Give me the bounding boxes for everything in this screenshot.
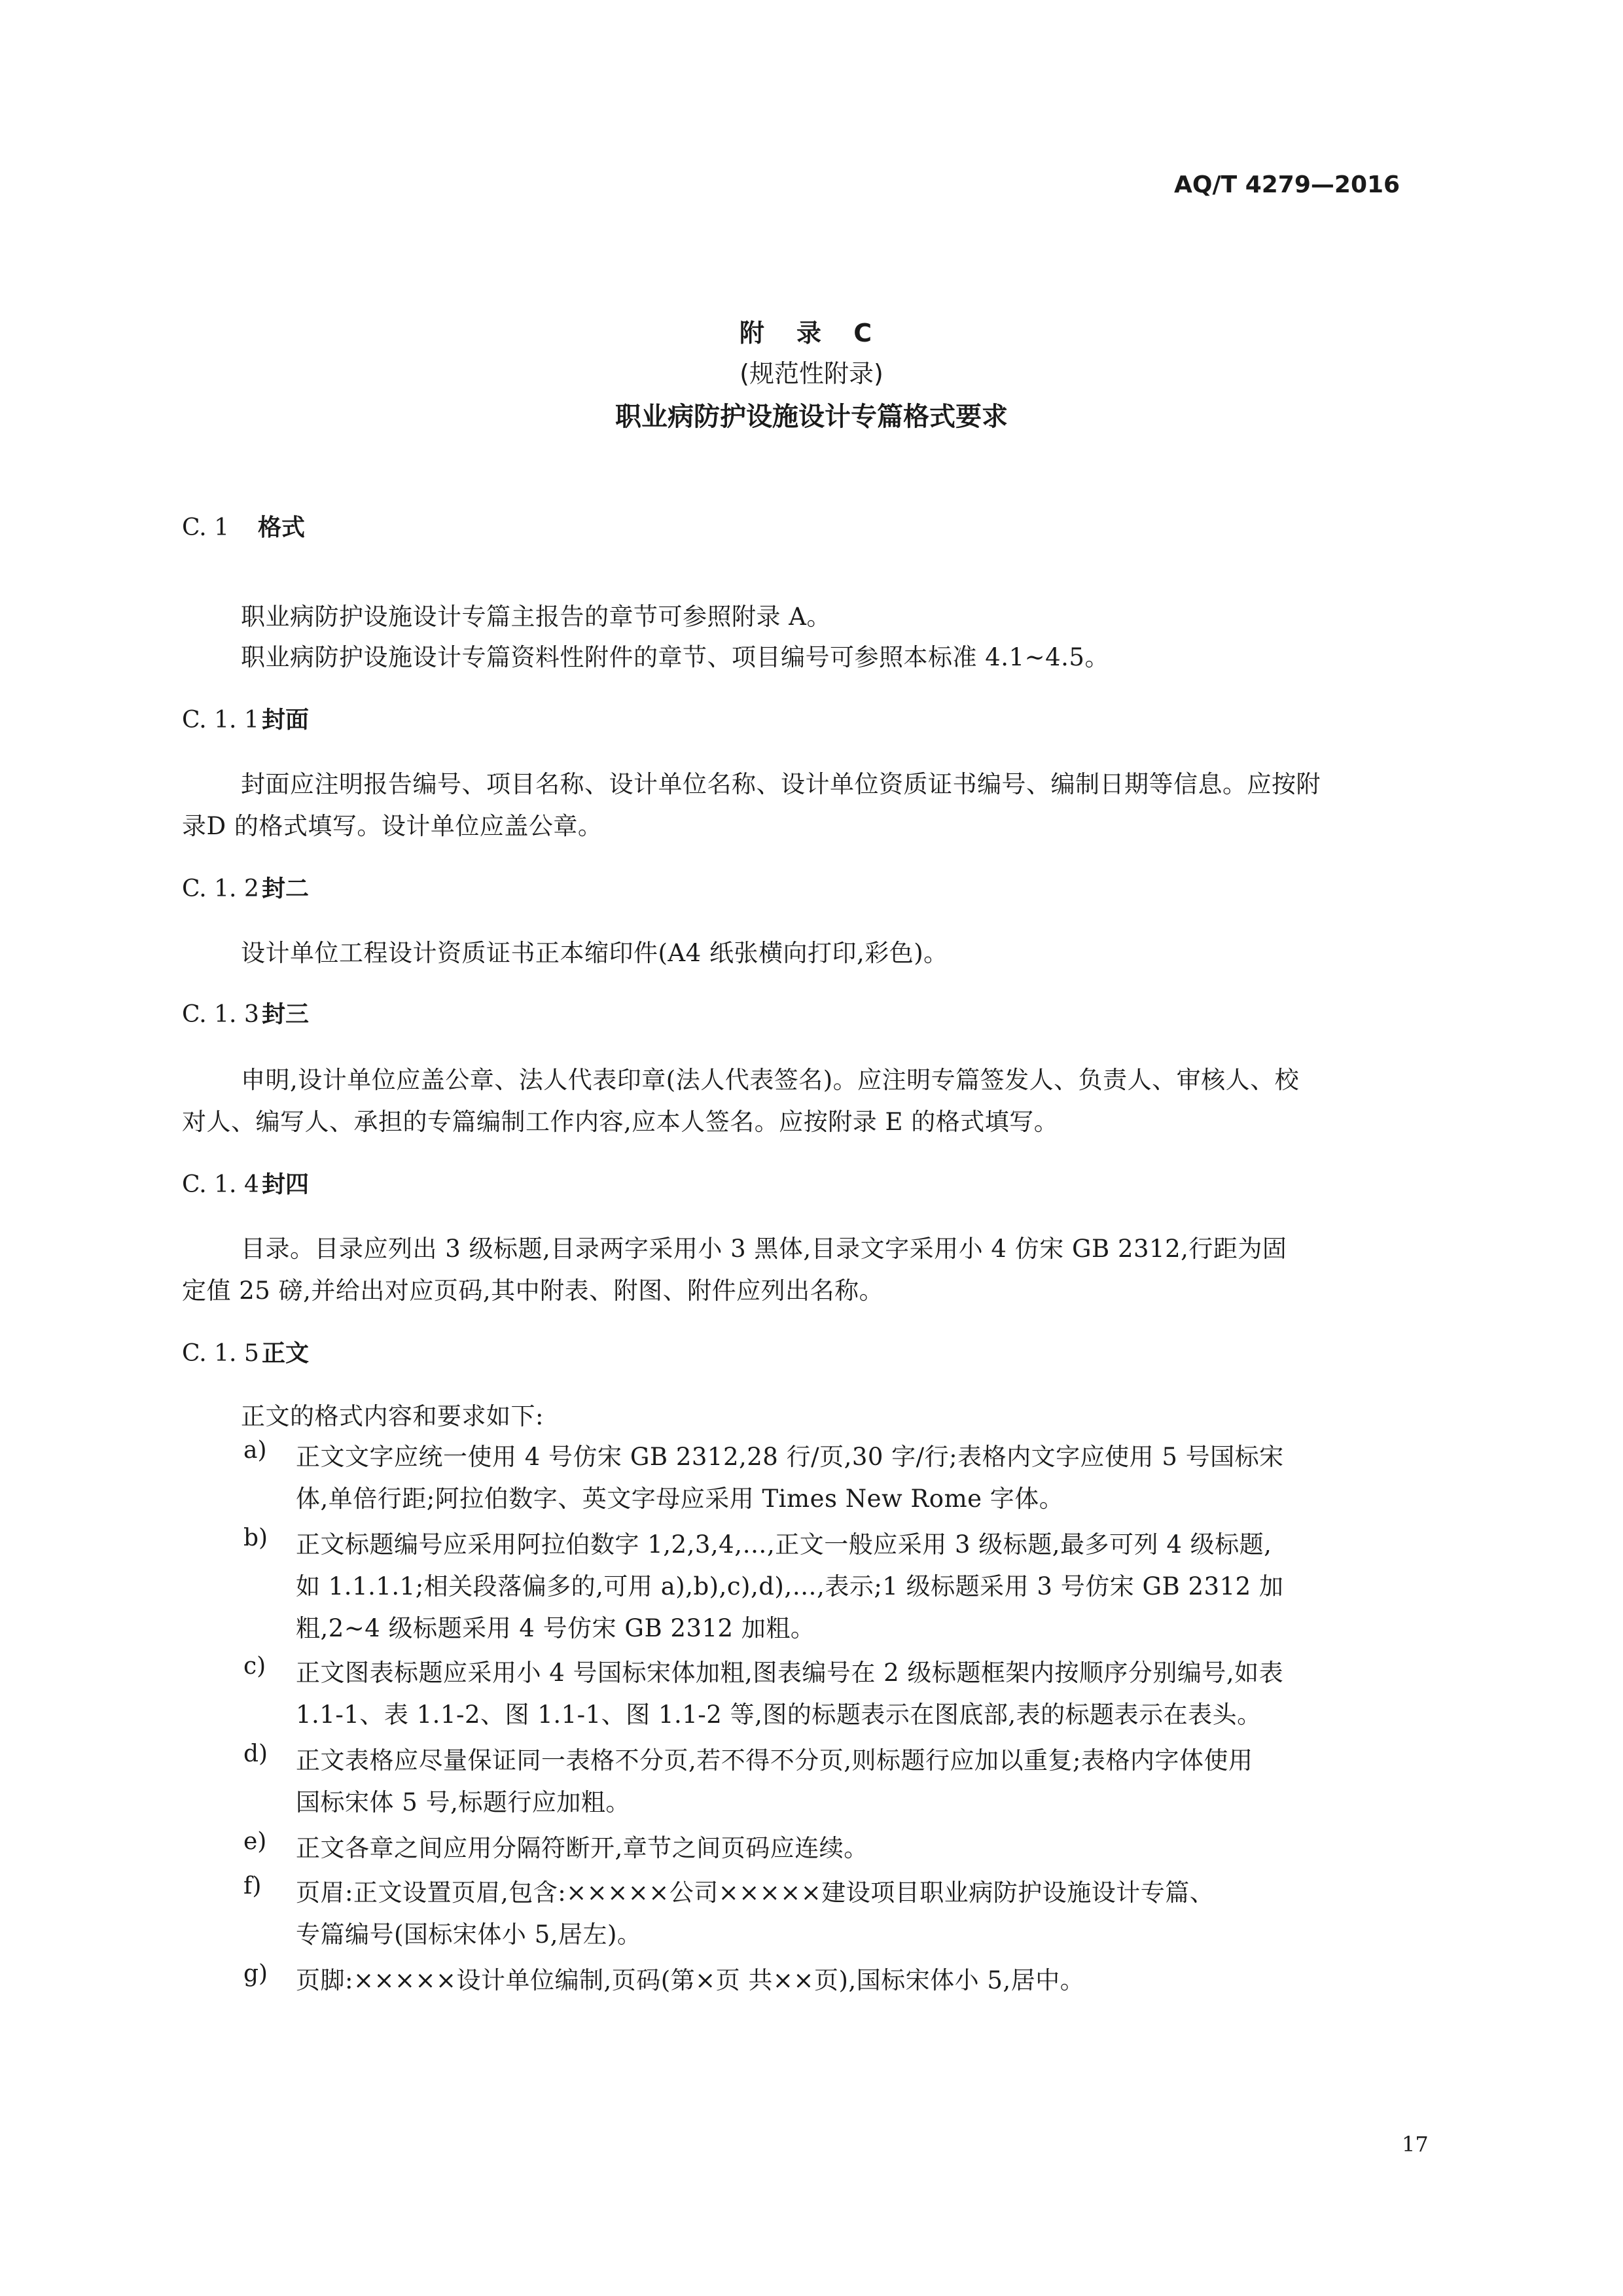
list-item-line: 正文表格应尽量保证同一表格不分页,若不得不分页,则标题行应加以重复;表格内字体使用 [296, 1746, 1253, 1775]
section-heading-c1-5 [182, 1335, 309, 1368]
paragraph-line: 录D 的格式填写。设计单位应盖公章。 [182, 812, 603, 840]
appendix-subtitle: (规范性附录) [740, 359, 883, 388]
list-item-line: 正文文字应统一使用 4 号仿宋 GB 2312,28 行/页,30 字/行;表格内文字应使用 5 号国标宋 [296, 1443, 1284, 1471]
list-item-label: c) [243, 1653, 266, 1680]
section-number: C. 1. 2 [182, 875, 259, 902]
list-item-line: 页脚:×××××设计单位编制,页码(第×页 共××页),国标宋体小 5,居中。 [296, 1966, 1085, 1994]
section-number: C. 1. 5 [182, 1340, 259, 1367]
paragraph-line: 定值 25 磅,并给出对应页码,其中附表、附图、附件应列出名称。 [182, 1277, 884, 1305]
section-number: C. 1. 4 [182, 1171, 259, 1198]
list-item-line: 粗,2~4 级标题采用 4 号仿宋 GB 2312 加粗。 [296, 1614, 815, 1642]
list-item-label: b) [243, 1525, 268, 1551]
section-heading-c1-4 [182, 1166, 309, 1199]
list-item-line: 正文标题编号应采用阿拉伯数字 1,2,3,4,…,正文一般应采用 3 级标题,最多可列 4 级标题, [296, 1530, 1272, 1559]
paragraph-line: 职业病防护设施设计专篇主报告的章节可参照附录 A。 [241, 603, 831, 631]
section-title: 封四 [262, 1171, 310, 1198]
paragraph-line: 设计单位工程设计资质证书正本缩印件(A4 纸张横向打印,彩色)。 [241, 939, 948, 967]
section-heading-c1 [182, 509, 305, 542]
section-title: 封二 [262, 875, 310, 902]
list-item-line: 页眉:正文设置页眉,包含:×××××公司×××××建设项目职业病防护设施设计专篇、 [296, 1879, 1215, 1907]
section-title: 封三 [262, 1001, 310, 1028]
list-item-line: 正文图表标题应采用小 4 号国标宋体加粗,图表编号在 2 级标题框架内按顺序分别编号,如表 [296, 1659, 1284, 1687]
list-item-line: 专篇编号(国标宋体小 5,居左)。 [296, 1920, 642, 1949]
list-item-line: 如 1.1.1.1;相关段落偏多的,可用 a),b),c),d),…,表示;1 级标题采用 3 号仿宋 GB 2312 加 [296, 1572, 1284, 1600]
appendix-title: 附 录 C [739, 319, 884, 347]
list-item-label: g) [243, 1960, 268, 1987]
list-item-line: 1.1-1、表 1.1-2、图 1.1-1、图 1.1-2 等,图的标题表示在图底部,表的标题表示在表头。 [296, 1701, 1262, 1729]
appendix-name: 职业病防护设施设计专篇格式要求 [615, 402, 1008, 432]
paragraph-line: 申明,设计单位应盖公章、法人代表印章(法人代表签名)。应注明专篇签发人、负责人、审核人、校 [241, 1066, 1300, 1094]
section-title: 格式 [258, 514, 306, 541]
section-heading-c1-2 [182, 870, 309, 904]
list-item-label: a) [243, 1437, 267, 1464]
paragraph-line: 职业病防护设施设计专篇资料性附件的章节、项目编号可参照本标准 4.1~4.5。 [241, 643, 1109, 671]
list-item-label: f) [243, 1873, 262, 1899]
list-item-line: 正文各章之间应用分隔符断开,章节之间页码应连续。 [296, 1834, 868, 1862]
section-title: 封面 [262, 707, 310, 733]
section-number: C. 1 [182, 514, 230, 541]
paragraph-line: 对人、编写人、承担的专篇编制工作内容,应本人签名。应按附录 E 的格式填写。 [182, 1108, 1059, 1136]
paragraph-line: 目录。目录应列出 3 级标题,目录两字采用小 3 黑体,目录文字采用小 4 仿宋 GB 2312,行距为固 [241, 1235, 1287, 1263]
paragraph-line: 正文的格式内容和要求如下: [241, 1402, 544, 1430]
section-number: C. 1. 1 [182, 707, 259, 733]
page-number: 17 [1402, 2132, 1429, 2157]
standard-number: AQ/T 4279—2016 [1174, 171, 1400, 198]
section-heading-c1-3 [182, 996, 309, 1029]
list-item-label: e) [243, 1828, 267, 1855]
section-heading-c1-1 [182, 701, 309, 735]
list-item-line: 国标宋体 5 号,标题行应加粗。 [296, 1788, 630, 1816]
section-title: 正文 [262, 1340, 310, 1367]
list-item-label: d) [243, 1740, 268, 1767]
paragraph-line: 封面应注明报告编号、项目名称、设计单位名称、设计单位资质证书编号、编制日期等信息。应按附 [241, 770, 1321, 798]
list-item-line: 体,单倍行距;阿拉伯数字、英文字母应采用 Times New Rome 字体。 [296, 1485, 1064, 1513]
section-number: C. 1. 3 [182, 1001, 259, 1028]
